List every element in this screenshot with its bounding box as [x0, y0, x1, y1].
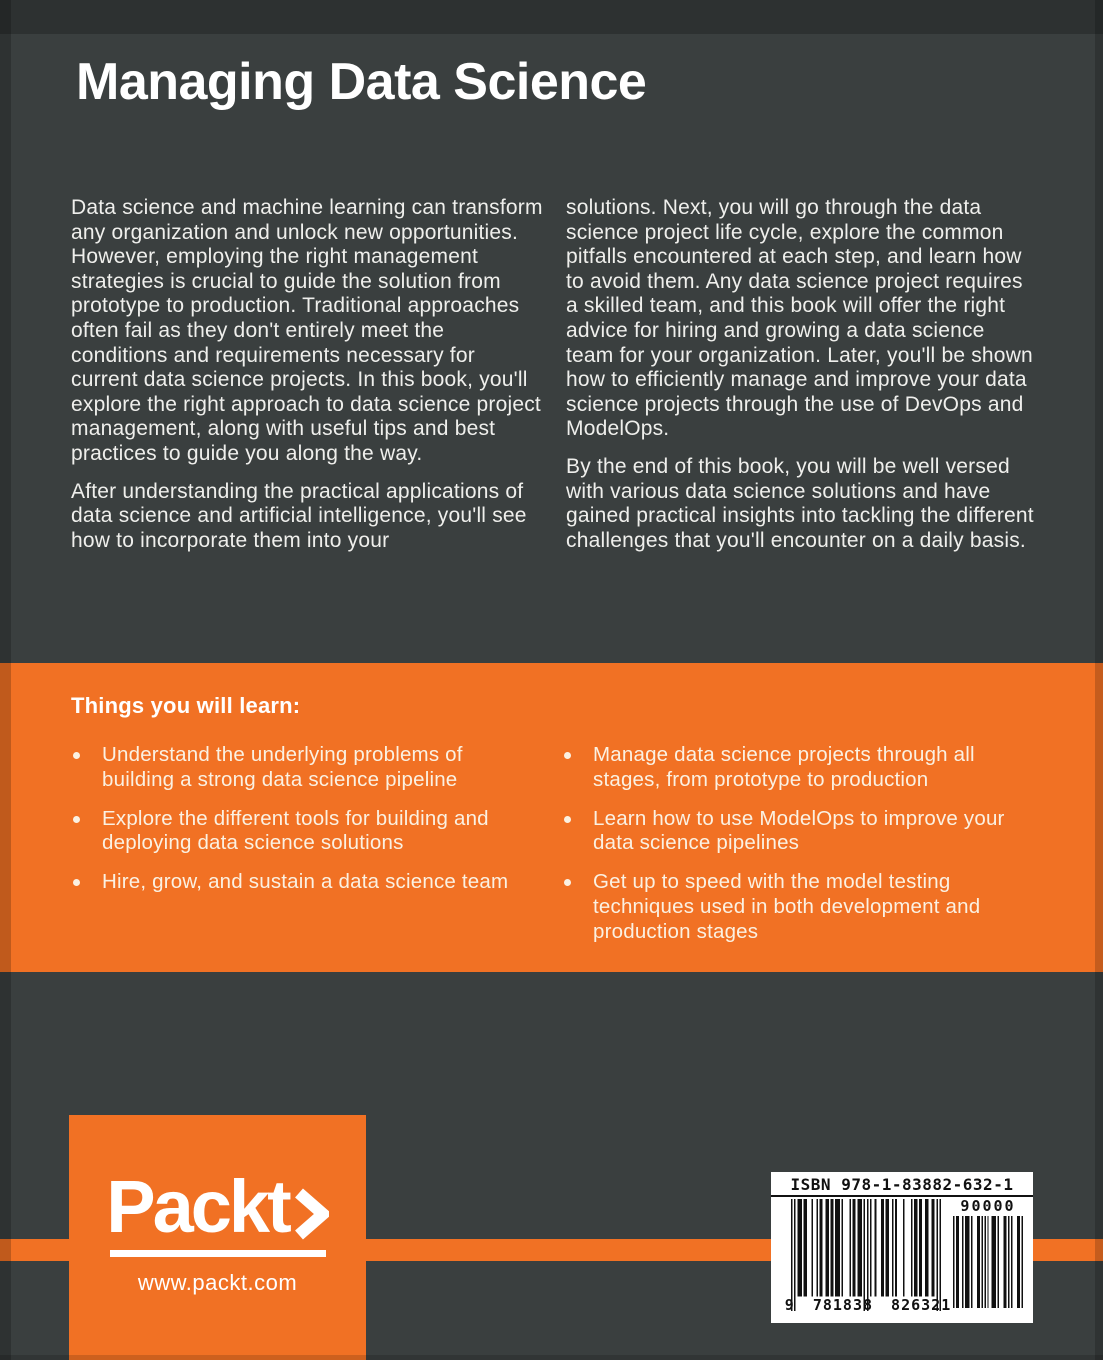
- bullet-dot-icon: [564, 752, 571, 759]
- learn-bullets-left-column: [71, 743, 511, 909]
- packt-logo-text: Packt: [106, 1165, 289, 1248]
- bullet-text: Explore the different tools for building and deploying data science solutions: [102, 806, 489, 855]
- cover-top-edge-shadow: [0, 0, 1103, 34]
- barcode-price-code: 90000: [960, 1197, 1016, 1215]
- bullet-dot-icon: [73, 879, 80, 886]
- packt-logo-box: [69, 1115, 366, 1360]
- barcode-digits: 9 781838 826321: [784, 1296, 952, 1314]
- packt-logo-underline: [110, 1250, 326, 1257]
- list-item: [562, 807, 1012, 857]
- description-left-column: [71, 196, 543, 566]
- bullet-dot-icon: [564, 879, 571, 886]
- description-right-column: [566, 196, 1038, 566]
- list-item: [71, 743, 511, 793]
- bullet-text: Hire, grow, and sustain a data science team: [102, 870, 509, 894]
- chevron-right-icon: [293, 1188, 329, 1240]
- list-item: [562, 870, 1012, 944]
- packt-logo: [69, 1165, 366, 1248]
- list-item: [562, 743, 1012, 793]
- list-item: [71, 870, 511, 895]
- bullet-dot-icon: [73, 752, 80, 759]
- isbn-barcode-box: [771, 1172, 1033, 1323]
- bullet-text: Understand the underlying problems of building a strong data science pipeline: [102, 743, 463, 791]
- publisher-website: www.packt.com: [137, 1270, 298, 1295]
- bullet-text: Get up to speed with the model testing techniques used in both development and production stages: [593, 870, 981, 943]
- description-paragraph: After understanding the practical applications of data science and artificial intelligence, you'll see how to incorporate them into your: [71, 479, 527, 552]
- bullet-text: Learn how to use ModelOps to improve your data science pipelines: [593, 806, 1005, 855]
- description-paragraph: By the end of this book, you will be well versed with various data science solutions and have gained practical insights into tackling the different challenges that you'll encounter on a daily basis.: [566, 454, 1034, 552]
- ean13-barcode: [791, 1199, 941, 1311]
- bullet-dot-icon: [564, 816, 571, 823]
- things-you-will-learn-band: [0, 663, 1103, 972]
- learn-section-heading: Things you will learn:: [71, 693, 301, 718]
- learn-bullets-right-column: [562, 743, 1012, 959]
- ean5-supplemental-barcode: [953, 1216, 1023, 1308]
- bullet-dot-icon: [73, 816, 80, 823]
- book-title: Managing Data Science: [76, 53, 647, 111]
- isbn-label: ISBN 978-1-83882-632-1: [771, 1175, 1033, 1197]
- bullet-text: Manage data science projects through all stages, from prototype to production: [593, 743, 975, 791]
- description-paragraph: Data science and machine learning can transform any organization and unlock new opportunities. However, employing the right management strategies is crucial to guide the solution from prototype to production. Traditional approaches often fail as they don't entirely meet the conditions and requirements necessary for current data science projects. In this book, you'll explore the right approach to data science project management, along with useful tips and best practices to guide you along the way.: [71, 196, 543, 465]
- list-item: [71, 807, 511, 857]
- description-paragraph: solutions. Next, you will go through the data science project life cycle, explore the common pitfalls encountered at each step, and learn how to avoid them. Any data science project requires a skilled team, and this book will offer the right advice for hiring and growing a data science team for your organization. Later, you'll be shown how to efficiently manage and improve your data science projects through the use of DevOps and ModelOps.: [566, 196, 1033, 441]
